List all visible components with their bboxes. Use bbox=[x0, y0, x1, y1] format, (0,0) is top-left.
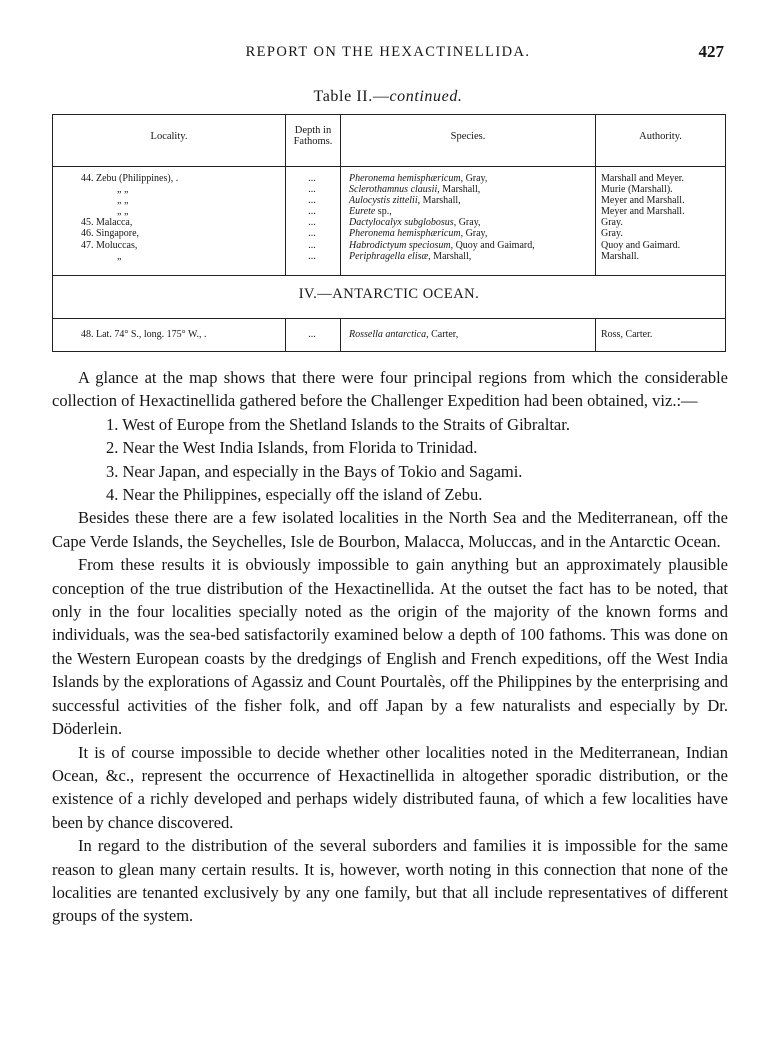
paragraph: Besides these there are a few isolated localities in the North Sea and the Mediterranean, off the Cape Verde Islands, the Seychelles, Isle de Bourbon, Malacca, Moluccas, and in the Antarctic Ocean. bbox=[52, 508, 728, 551]
locality-cell: 46. Singapore, bbox=[81, 228, 140, 240]
paragraph: It is of course impossible to decide whether other localities noted in the Mediterranean, Indian Ocean, &c., represent the occurrence of Hexactinellida in altogether sporadic distribution, or the existence of a richly developed and perhaps widely distributed fauna, of which a few localities have been by chance discovered. bbox=[52, 742, 728, 832]
species-cell bbox=[349, 228, 535, 239]
column-divider bbox=[340, 166, 341, 275]
table-caption-prefix: Table II.— bbox=[313, 88, 390, 105]
species-name: Periphragella elisæ bbox=[349, 250, 429, 262]
paragraph: In regard to the distribution of the several suborders and families it is impossible for the same reason to glean many certain results. It is, however, worth noting in this connection that none of the localities are tenanted exclusively by any one family, but that all include representatives of different groups of the system. bbox=[52, 836, 728, 926]
species-cell bbox=[349, 184, 535, 195]
species-cell bbox=[349, 329, 458, 340]
species-author: , Marshall, bbox=[437, 184, 481, 196]
antarctic-authority: Ross, Carter. bbox=[601, 329, 653, 340]
depth-cell: ... bbox=[308, 250, 316, 262]
depth-cell: ... bbox=[308, 195, 316, 207]
intro-paragraph: A glance at the map shows that there were four principal regions from which the considerable collection of Hexactinellida gathered before the Challenger Expedition had been obtained, viz.:— bbox=[52, 368, 728, 411]
table-caption-suffix: continued. bbox=[389, 88, 463, 105]
body-text bbox=[52, 366, 728, 928]
column-divider bbox=[285, 318, 286, 351]
depth-cell: ... bbox=[308, 206, 316, 218]
species-name: Dactylocalyx subglobosus bbox=[349, 217, 454, 229]
section-rule bbox=[53, 275, 725, 276]
species-cell bbox=[349, 251, 535, 262]
species-cell bbox=[349, 240, 535, 251]
authority-cell: Gray. bbox=[601, 217, 623, 229]
column-divider bbox=[340, 318, 341, 351]
species-author: , Gray, bbox=[460, 228, 488, 240]
depth-cell: ... bbox=[308, 173, 316, 184]
locality-cell: 47. Moluccas, bbox=[81, 239, 138, 251]
authority-cell: Murie (Marshall). bbox=[601, 184, 673, 196]
distribution-table bbox=[52, 114, 726, 352]
species-name: Pheronema hemisphæricum bbox=[349, 228, 461, 240]
species-name: Habrodictyum speciosum bbox=[349, 239, 451, 251]
depth-cell: ... bbox=[308, 239, 316, 251]
locality-cell: „ „ bbox=[117, 195, 129, 207]
species-name: Eurete bbox=[349, 206, 376, 218]
list-item: 2. Near the West India Islands, from Florida to Trinidad. bbox=[106, 438, 478, 458]
antarctic-locality: 48. Lat. 74° S., long. 175° W., . bbox=[81, 329, 207, 340]
locality-cell: 45. Malacca, bbox=[81, 217, 133, 229]
authority-column bbox=[601, 173, 685, 262]
table-caption bbox=[0, 88, 776, 106]
section-rule bbox=[53, 318, 725, 319]
locality-cell: 44. Zebu (Philippines), . bbox=[81, 173, 179, 184]
species-author: sp., bbox=[375, 206, 392, 218]
species-author: , Gray, bbox=[460, 173, 488, 184]
region-list bbox=[52, 413, 728, 507]
column-divider bbox=[285, 166, 286, 275]
species-author: , Quoy and Gaimard, bbox=[450, 239, 535, 251]
species-cell bbox=[349, 173, 535, 184]
locality-cell: „ bbox=[117, 250, 122, 262]
species-author: , Marshall, bbox=[428, 250, 472, 262]
antarctic-depth bbox=[289, 329, 335, 340]
depth-cell: ... bbox=[308, 217, 316, 229]
species-name: Pheronema hemisphæricum bbox=[349, 173, 461, 184]
column-header-locality: Locality. bbox=[150, 131, 188, 142]
species-cell bbox=[349, 217, 535, 228]
species-cell bbox=[349, 195, 535, 206]
depth-cell: ... bbox=[308, 228, 316, 240]
page-header bbox=[0, 44, 776, 68]
depth-column bbox=[289, 173, 335, 262]
column-header-depth-line: Depth in bbox=[294, 125, 332, 136]
species-author: , Carter, bbox=[426, 329, 459, 340]
species-name: Sclerothamnus clausii bbox=[349, 184, 438, 196]
antarctic-species bbox=[349, 329, 458, 340]
depth-cell: ... bbox=[308, 184, 316, 196]
running-title: REPORT ON THE HEXACTINELLIDA. bbox=[245, 44, 531, 60]
header-rule bbox=[53, 166, 725, 167]
species-column bbox=[349, 173, 535, 262]
column-header-depth-line: Fathoms. bbox=[293, 136, 333, 147]
authority-cell: Meyer and Marshall. bbox=[601, 195, 685, 207]
list-item: 1. West of Europe from the Shetland Islands to the Straits of Gibraltar. bbox=[106, 414, 570, 434]
species-author: , Gray, bbox=[453, 217, 481, 229]
list-item: 3. Near Japan, and especially in the Bays of Tokio and Sagami. bbox=[106, 461, 523, 481]
locality-cell: „ „ bbox=[117, 184, 129, 196]
list-item: 4. Near the Philippines, especially off the island of Zebu. bbox=[106, 485, 483, 505]
authority-cell: Gray. bbox=[601, 228, 623, 240]
species-author: , Marshall, bbox=[417, 195, 461, 207]
column-header-authority: Authority. bbox=[639, 131, 682, 142]
species-cell bbox=[349, 206, 535, 217]
section-title: IV.—ANTARCTIC OCEAN. bbox=[298, 286, 480, 302]
column-header-species: Species. bbox=[450, 131, 486, 142]
page-number: 427 bbox=[698, 42, 724, 61]
paragraph: From these results it is obviously impossible to gain anything but an approximately plausible conception of the true distribution of the Hexactinellida. At the outset the fact has to be noted, that only in the four localities specially noted as the origin of the majority of the known forms and individuals, was the sea-bed satisfactorily examined below a depth of 100 fathoms. This was done on the Western European coasts by the dredgings of English and French expeditions, off the West India Islands by the explorations of Agassiz and Count Pourtalès, off the Philippines by the enterprising and successful activities of the fisher folk, and off Japan by a few naturalists and especially by Dr. Döderlein. bbox=[52, 555, 728, 739]
authority-cell: Marshall and Meyer. bbox=[601, 173, 685, 184]
authority-cell: Meyer and Marshall. bbox=[601, 206, 685, 218]
column-header-depth bbox=[286, 125, 340, 147]
depth-cell: ... bbox=[308, 329, 316, 340]
species-name: Aulocystis zittelii bbox=[349, 195, 418, 207]
authority-cell: Quoy and Gaimard. bbox=[601, 239, 681, 251]
column-divider bbox=[595, 166, 596, 275]
locality-column bbox=[81, 173, 178, 262]
authority-cell: Marshall. bbox=[601, 250, 640, 262]
locality-cell: „ „ bbox=[117, 206, 129, 218]
species-name: Rossella antarctica bbox=[349, 329, 427, 340]
column-divider bbox=[595, 318, 596, 351]
